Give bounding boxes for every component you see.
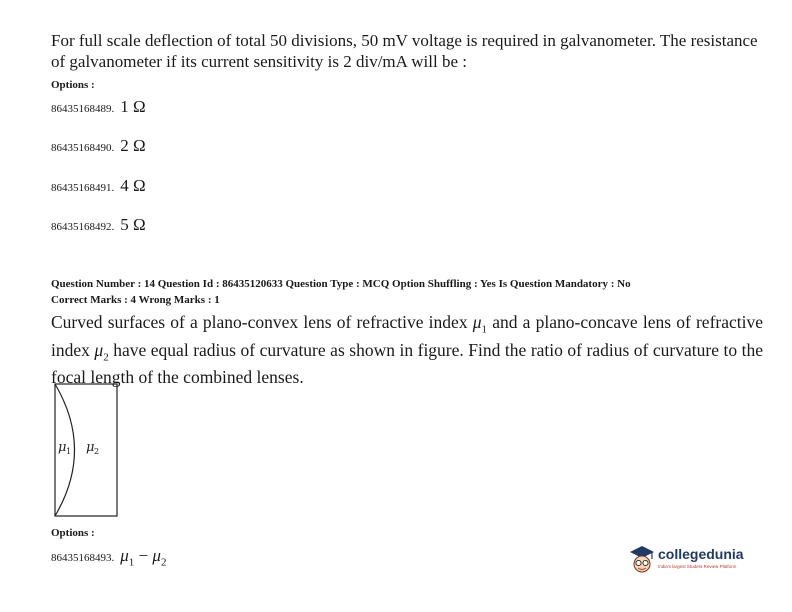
- option-item[interactable]: [51, 176, 146, 196]
- option-value: [120, 546, 167, 569]
- option-item[interactable]: [51, 136, 146, 156]
- mu-subscript: 1: [481, 323, 488, 336]
- options-label-q1: Options :: [51, 79, 95, 91]
- brand-name: collegedunia: [658, 546, 744, 562]
- mu-subscript: 1: [128, 556, 135, 569]
- lens-figure: [54, 383, 118, 517]
- mu-symbol: μ: [120, 546, 129, 565]
- collegedunia-logo: [628, 543, 758, 583]
- mu-symbol: μ: [152, 546, 161, 565]
- figure-mu1-label: μ: [58, 440, 67, 455]
- figure-mu2-label: μ: [86, 440, 95, 455]
- figure-mu1-sub: 1: [66, 447, 72, 456]
- option-value: 5 Ω: [120, 215, 146, 234]
- option-value: 4 Ω: [120, 176, 146, 195]
- question-text-part: and a plano-concave lens of refractive index: [51, 312, 763, 360]
- question-2-text: [51, 312, 763, 387]
- option-item[interactable]: [51, 215, 146, 235]
- mu-subscript: 2: [160, 556, 167, 569]
- option-id: 86435168489.: [51, 103, 115, 115]
- option-id: 86435168491.: [51, 182, 115, 194]
- question-text-part: Curved surfaces of a plano-convex lens of refractive index: [51, 312, 473, 332]
- option-item[interactable]: [51, 546, 166, 568]
- option-value: 2 Ω: [120, 136, 146, 155]
- mu-subscript: 2: [103, 351, 109, 363]
- option-id: 86435168490.: [51, 142, 115, 154]
- question-1-text: For full scale deflection of total 50 divisions, 50 mV voltage is required in galvanometer. The resistance of galvanometer if its current sensitivity is 2 div/mA will be :: [51, 31, 758, 71]
- graduate-mascot-icon: [628, 543, 656, 577]
- options-label-q2: Options :: [51, 527, 95, 539]
- option-item[interactable]: [51, 97, 146, 117]
- mu-symbol: μ: [472, 312, 482, 332]
- brand-tagline: India's largest Student Review Platform: [658, 564, 737, 569]
- option-id: 86435168493.: [51, 552, 115, 564]
- question-meta-line: Question Number : 14 Question Id : 86435120633 Question Type : MCQ Option Shuffling : Yes Is Question Mandatory : No: [51, 278, 631, 290]
- mu-symbol: μ: [94, 339, 104, 360]
- figure-mu2-sub: 2: [94, 447, 100, 456]
- option-id: 86435168492.: [51, 221, 115, 233]
- question-marks-line: Correct Marks : 4 Wrong Marks : 1: [51, 294, 220, 306]
- question-text-part: have equal radius of curvature as shown in figure. Find the ratio of radius of curvature to the focal length of the combined lenses.: [51, 339, 763, 387]
- minus-operator: −: [134, 546, 153, 565]
- option-value: 1 Ω: [120, 97, 146, 116]
